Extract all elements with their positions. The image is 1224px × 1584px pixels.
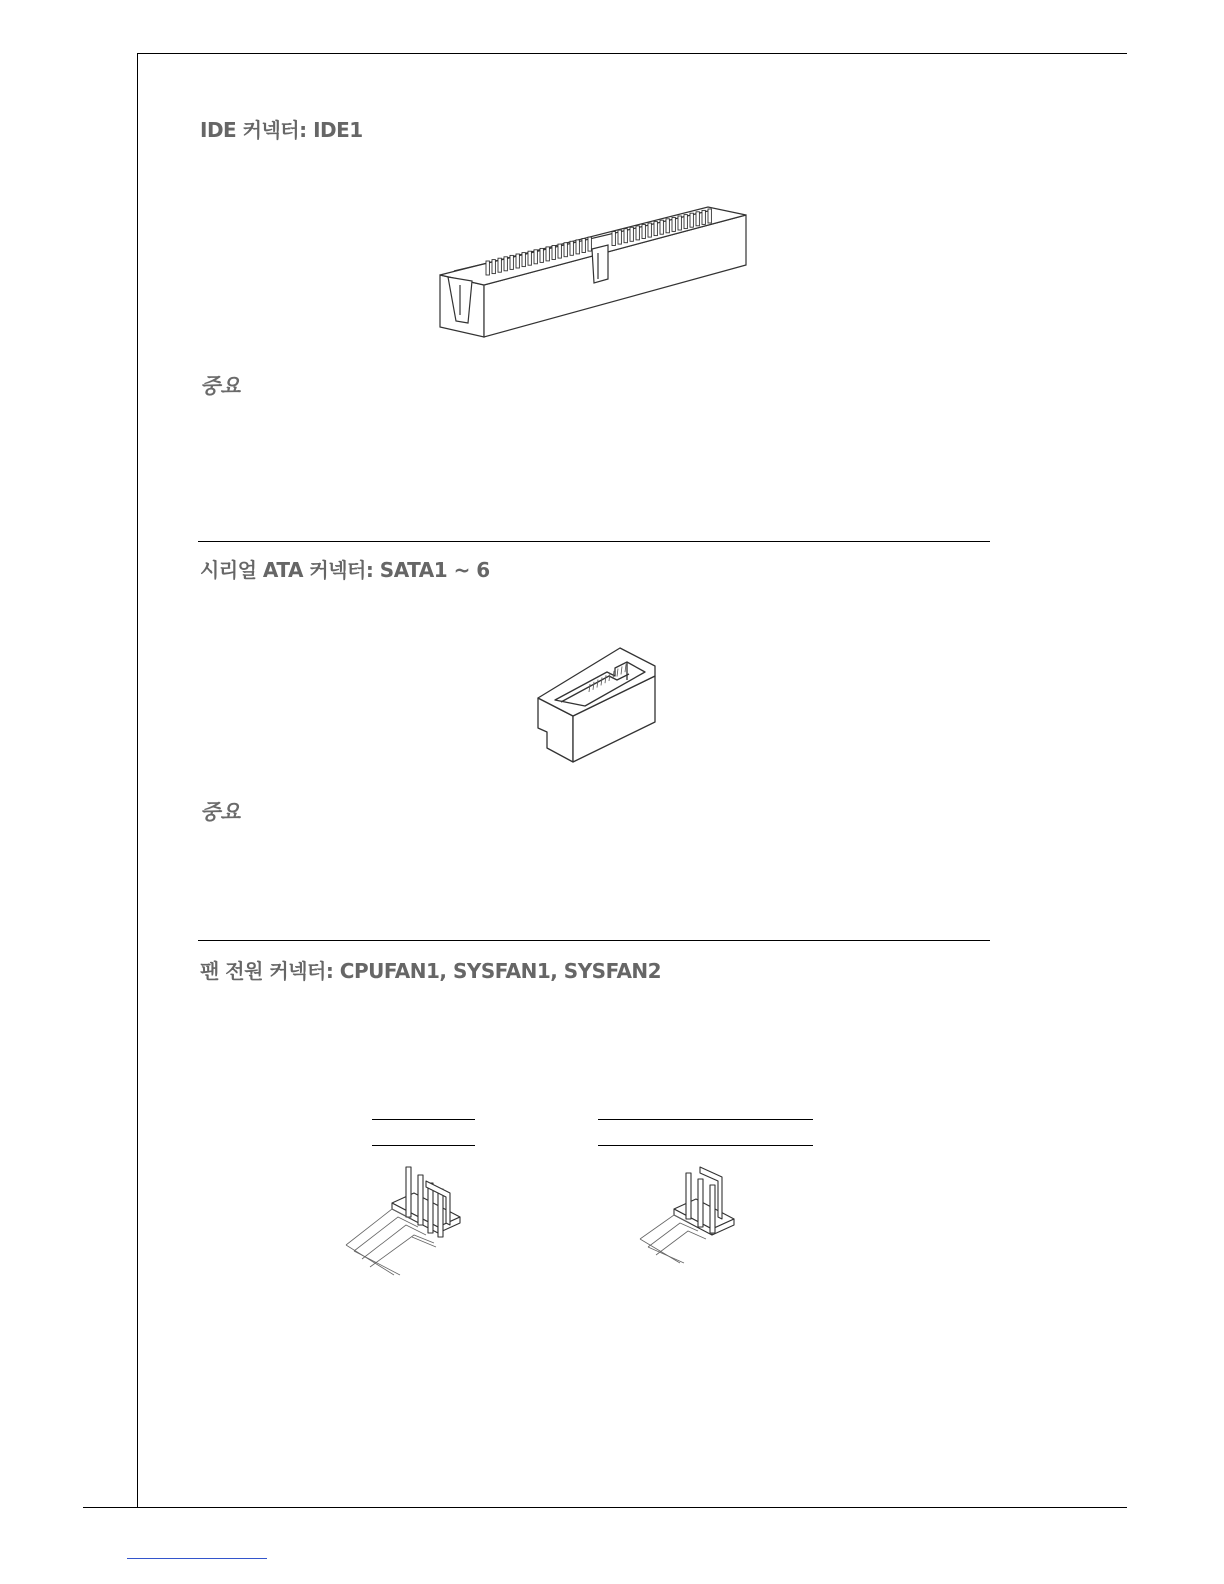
- ide-pin: [642, 225, 645, 239]
- ide-pin: [534, 250, 537, 264]
- sata-section-divider: [198, 940, 990, 941]
- sata-connector-heading: 시리얼 ATA 커넥터: SATA1 ~ 6: [200, 558, 490, 582]
- footer-link-underline: [127, 1558, 267, 1559]
- ide-pin: [654, 222, 657, 236]
- ide-pin: [696, 212, 699, 226]
- ide-pin: [672, 217, 675, 231]
- ide-pin: [558, 244, 561, 258]
- ide-connector-heading: IDE 커넥터: IDE1: [200, 118, 363, 142]
- fan-4pin-connector-illustration: [342, 1163, 466, 1281]
- ide-pin: [618, 230, 621, 244]
- ide-pin: [570, 241, 573, 255]
- ide-pin: [582, 239, 585, 253]
- ide-note-title: 중요: [200, 374, 241, 398]
- ide-pin: [648, 223, 651, 237]
- ide-pin: [666, 219, 669, 233]
- ide-pin: [678, 216, 681, 230]
- ide-pin: [612, 232, 615, 246]
- ide-pin: [510, 255, 513, 269]
- page-frame-bottom-rule: [83, 1507, 1127, 1508]
- page-frame-left-rule: [137, 53, 138, 1508]
- cpufan-label-line-1: [372, 1119, 475, 1120]
- ide-section-divider: [198, 541, 990, 542]
- ide-pin: [624, 229, 627, 243]
- sata-connector-illustration: [535, 646, 659, 764]
- fan-3pin-connector-illustration: [638, 1163, 738, 1271]
- ide-pin: [522, 253, 525, 267]
- ide-pin: [528, 251, 531, 265]
- ide-pin: [486, 261, 489, 275]
- ide-pin: [630, 227, 633, 241]
- ide-pin: [660, 220, 663, 234]
- sysfan-label-line-1: [598, 1119, 813, 1120]
- ide-pin: [504, 257, 507, 271]
- ide-pin: [498, 258, 501, 272]
- ide-pin: [552, 246, 555, 260]
- ide-pin: [708, 209, 711, 223]
- cpufan-label-line-2: [372, 1145, 475, 1146]
- ide-pin: [588, 237, 591, 251]
- ide-pin: [546, 247, 549, 261]
- ide-pin: [540, 248, 543, 262]
- ide-pin: [492, 260, 495, 274]
- ide-pin: [636, 226, 639, 240]
- page-frame-top-rule: [137, 53, 1127, 54]
- ide-pin: [684, 215, 687, 229]
- fan-connector-heading: 팬 전원 커넥터: CPUFAN1, SYSFAN1, SYSFAN2: [200, 959, 662, 983]
- sysfan-label-line-2: [598, 1145, 813, 1146]
- ide-connector-illustration: [438, 205, 750, 340]
- ide-pin: [516, 254, 519, 268]
- ide-pin: [690, 213, 693, 227]
- ide-pin: [702, 210, 705, 224]
- ide-pin: [564, 243, 567, 257]
- ide-pin: [576, 240, 579, 254]
- sata-note-title: 중요: [200, 800, 241, 824]
